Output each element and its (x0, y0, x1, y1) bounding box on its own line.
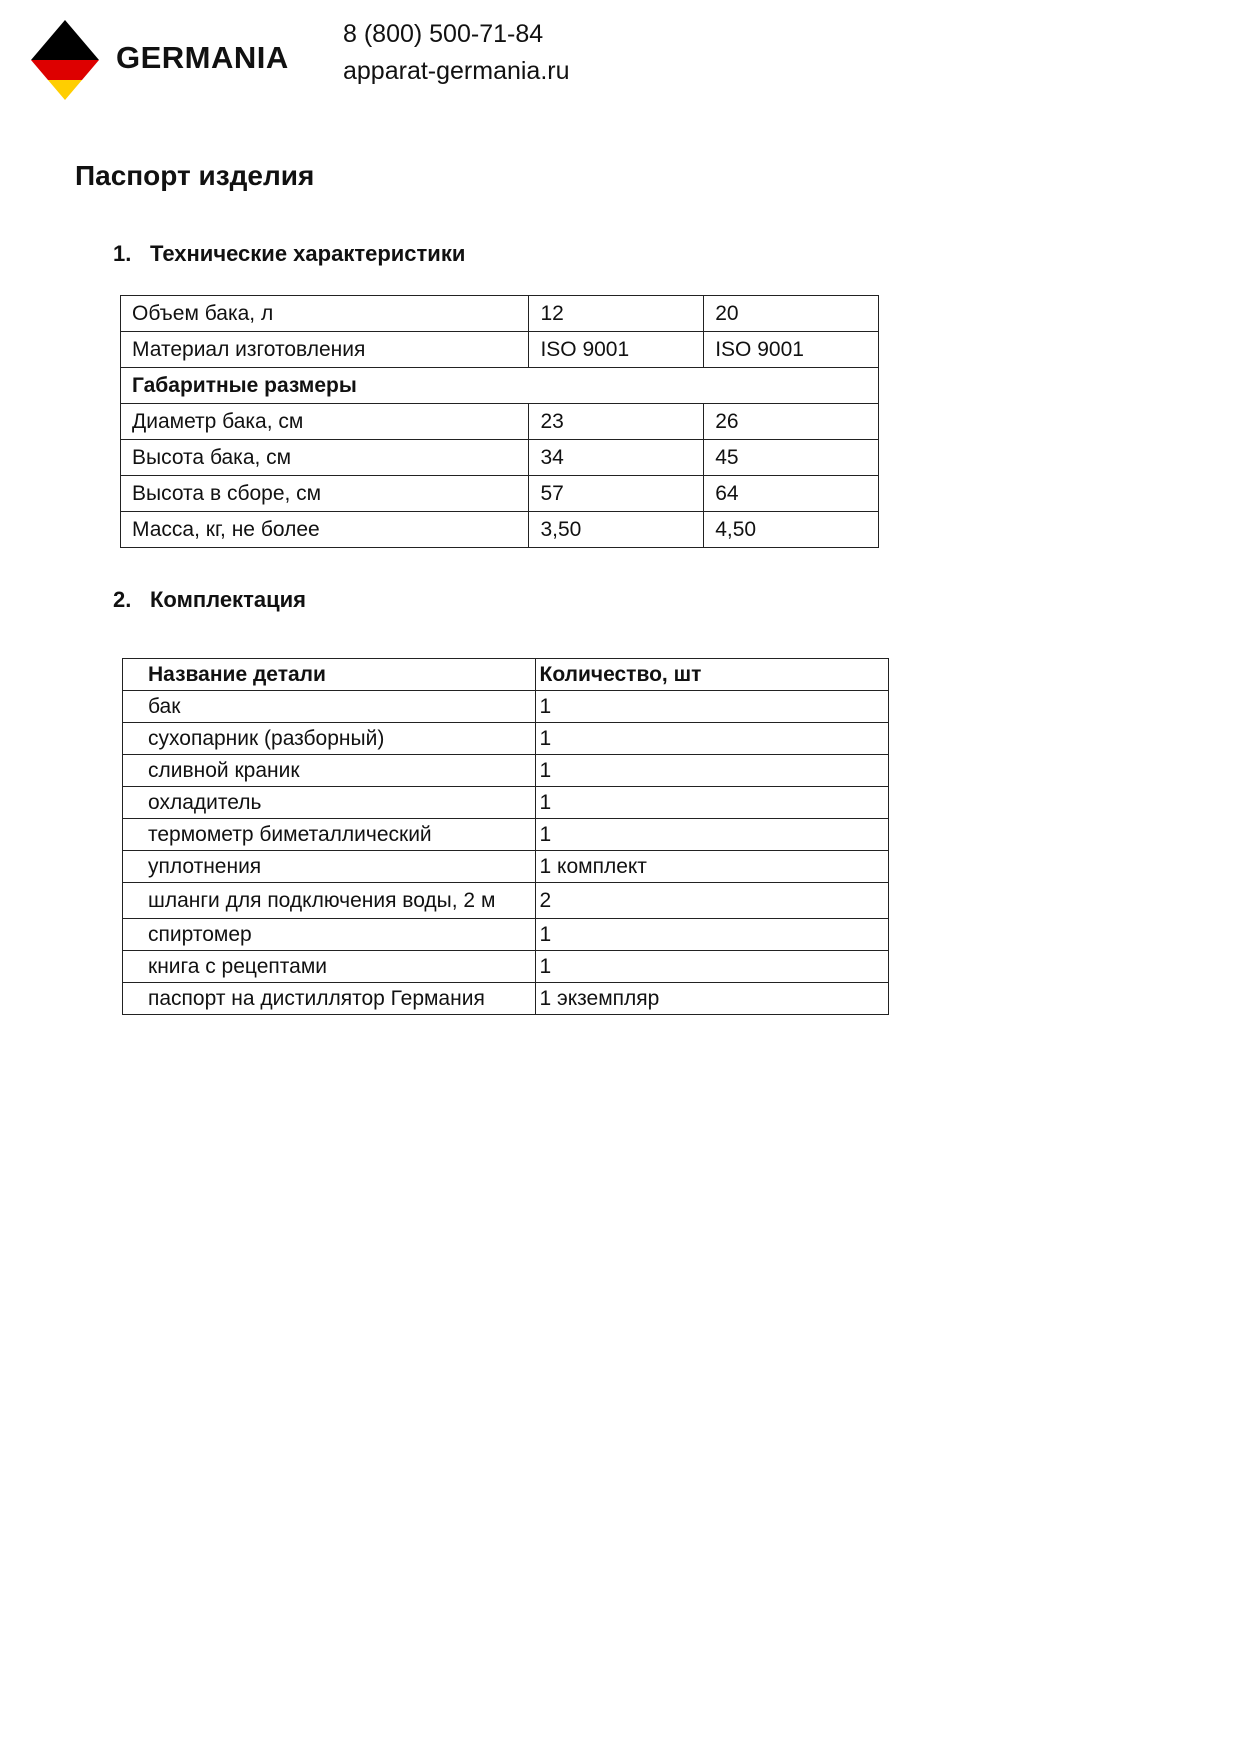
part-name: бак (123, 691, 536, 723)
part-qty: 1 комплект (535, 851, 888, 883)
spec-value: 20 (704, 296, 879, 332)
part-qty: 1 (535, 787, 888, 819)
spec-value: 23 (529, 404, 704, 440)
part-name: паспорт на дистиллятор Германия (123, 983, 536, 1015)
table-row (121, 476, 879, 512)
part-name: сливной краник (123, 755, 536, 787)
table-row (123, 851, 889, 883)
table-row (121, 368, 879, 404)
part-name: спиртомер (123, 919, 536, 951)
page-title: Паспорт изделия (75, 160, 315, 191)
table-row (121, 512, 879, 548)
table-row (123, 819, 889, 851)
table-row (123, 883, 889, 919)
table-row (123, 755, 889, 787)
spec-label: Объем бака, л (121, 296, 529, 332)
spec-value: 34 (529, 440, 704, 476)
table-row (123, 919, 889, 951)
part-qty: 2 (535, 883, 888, 919)
spec-label: Масса, кг, не более (121, 512, 529, 548)
section-heading-kit (113, 587, 306, 613)
part-qty: 1 (535, 755, 888, 787)
spec-label: Высота бака, см (121, 440, 529, 476)
section-number: 2. (113, 587, 132, 612)
part-qty: 1 (535, 919, 888, 951)
table-row (123, 983, 889, 1015)
specs-table (120, 295, 879, 548)
table-row (121, 332, 879, 368)
part-name: книга с рецептами (123, 951, 536, 983)
flag-diamond-icon (24, 20, 106, 100)
spec-value: ISO 9001 (704, 332, 879, 368)
part-qty: 1 (535, 723, 888, 755)
spec-value: 12 (529, 296, 704, 332)
spec-group-label: Габаритные размеры (121, 368, 879, 404)
part-qty: 1 (535, 819, 888, 851)
part-name: шланги для подключения воды, 2 м (123, 883, 536, 919)
spec-value: 3,50 (529, 512, 704, 548)
spec-value: 57 (529, 476, 704, 512)
website-link[interactable]: apparat-germania.ru (343, 57, 570, 85)
table-row (121, 404, 879, 440)
part-name: термометр биметаллический (123, 819, 536, 851)
phone-number: 8 (800) 500-71-84 (343, 20, 544, 48)
spec-value: 4,50 (704, 512, 879, 548)
table-row (123, 723, 889, 755)
kit-table (122, 658, 889, 1015)
table-row (123, 691, 889, 723)
spec-label: Диаметр бака, см (121, 404, 529, 440)
spec-value: 26 (704, 404, 879, 440)
contact-block (343, 16, 570, 90)
section-title: Технические характеристики (150, 241, 466, 266)
column-header-qty: Количество, шт (535, 659, 888, 691)
section-heading-specs (113, 241, 465, 267)
spec-value: 45 (704, 440, 879, 476)
table-row (121, 296, 879, 332)
part-qty: 1 экземпляр (535, 983, 888, 1015)
spec-label: Высота в сборе, см (121, 476, 529, 512)
part-qty: 1 (535, 691, 888, 723)
table-row (123, 951, 889, 983)
section-title: Комплектация (150, 587, 306, 612)
table-header-row (123, 659, 889, 691)
spec-value: ISO 9001 (529, 332, 704, 368)
part-name: уплотнения (123, 851, 536, 883)
part-qty: 1 (535, 951, 888, 983)
brand-name: GERMANIA (116, 40, 289, 75)
section-number: 1. (113, 241, 132, 266)
part-name: сухопарник (разборный) (123, 723, 536, 755)
table-row (121, 440, 879, 476)
column-header-name: Название детали (123, 659, 536, 691)
part-name: охладитель (123, 787, 536, 819)
germania-logo (24, 20, 106, 100)
spec-value: 64 (704, 476, 879, 512)
table-row (123, 787, 889, 819)
spec-label: Материал изготовления (121, 332, 529, 368)
